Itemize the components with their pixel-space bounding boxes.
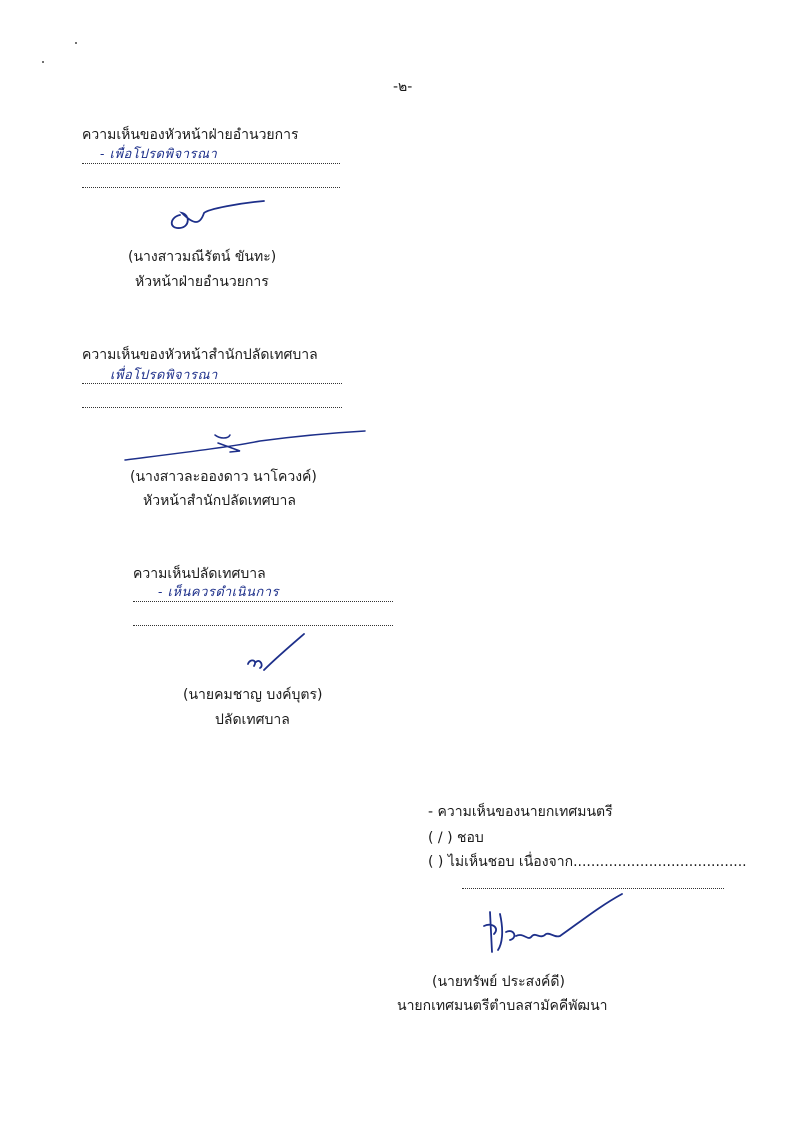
scan-speck — [42, 61, 44, 63]
section3-signature — [240, 632, 310, 677]
section2-name: (นางสาวละอองดาว นาโควงค์) — [130, 469, 317, 485]
section2-handwritten-comment: เพื่อโปรดพิจารณา — [110, 368, 218, 383]
section1-name: (นางสาวมณีรัตน์ ขันทะ) — [128, 249, 277, 265]
section2-dotted-line — [82, 407, 342, 408]
section1-dotted-line — [82, 163, 340, 164]
section1-handwritten-comment: - เพื่อโปรดพิจารณา — [100, 147, 218, 162]
section4-signature — [470, 892, 630, 962]
section2-dotted-line — [82, 383, 342, 384]
section2-position: หัวหน้าสำนักปลัดเทศบาล — [143, 493, 296, 509]
section3-position: ปลัดเทศบาล — [215, 712, 290, 728]
section4-position: นายกเทศมนตรีตำบลสามัคคีพัฒนา — [397, 998, 608, 1014]
section3-dotted-line — [133, 601, 393, 602]
section3-heading: ความเห็นปลัดเทศบาล — [133, 566, 266, 582]
section1-signature — [160, 195, 270, 240]
section4-name: (นายทรัพย์ ประสงค์ดี) — [432, 974, 565, 990]
section1-dotted-line — [82, 187, 340, 188]
section1-position: หัวหน้าฝ่ายอำนวยการ — [135, 274, 269, 290]
section1-heading: ความเห็นของหัวหน้าฝ่ายอำนวยการ — [82, 127, 299, 143]
section3-name: (นายคมชาญ บงค์บุตร) — [183, 687, 323, 703]
scan-speck — [75, 42, 77, 44]
section4-heading: - ความเห็นของนายกเทศมนตรี — [428, 804, 613, 820]
section2-heading: ความเห็นของหัวหน้าสำนักปลัดเทศบาล — [82, 347, 318, 363]
section4-dotted-line — [462, 888, 724, 889]
section2-signature — [120, 425, 370, 465]
disapprove-option: ( ) ไม่เห็นชอบ เนื่องจาก....................................... — [428, 854, 747, 870]
section3-handwritten-comment: - เห็นควรดำเนินการ — [158, 585, 280, 600]
approve-option: ( / ) ชอบ — [428, 830, 484, 846]
page-number: -๒- — [393, 79, 413, 95]
section3-dotted-line — [133, 625, 393, 626]
